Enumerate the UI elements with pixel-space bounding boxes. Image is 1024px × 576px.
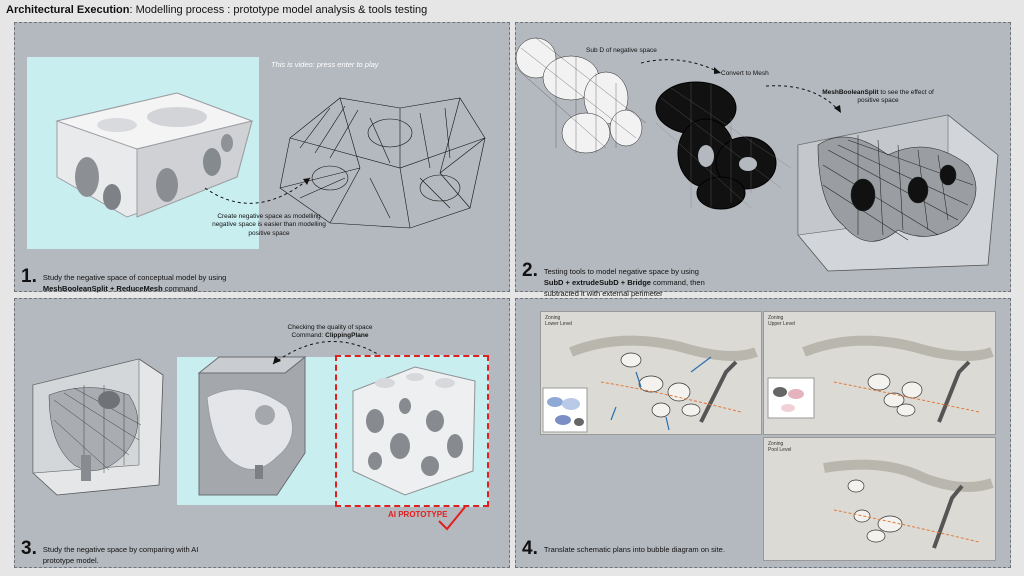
page-title: Architectural Execution: Modelling process : prototype model analysis & tools testing [6, 4, 428, 16]
split-box-render [788, 115, 1003, 273]
step-number: 1. [21, 266, 37, 287]
step-number: 2. [522, 260, 538, 281]
upper-level-diagram [764, 312, 995, 434]
caption-3: 3. Study the negative space by comparing with AI prototype model. [21, 538, 199, 565]
zoning-map-lower: Zoning Lower Level [540, 311, 762, 435]
panel-subd-testing [515, 22, 1011, 298]
zoning-map-upper: Zoning Upper Level [763, 311, 996, 435]
label-convert-mesh: Convert to Mesh [721, 70, 769, 77]
ai-prototype-render [345, 361, 481, 499]
checkmark-icon [435, 505, 469, 533]
panel-bubble-diagram [515, 298, 1011, 568]
clipping-check-note: Checking the quality of space Command: ClippingPlane [287, 324, 373, 340]
caption-4: 4. Translate schematic plans into bubble diagram on site. [522, 538, 725, 559]
clipping-box-wireframe [29, 355, 167, 497]
video-note[interactable]: This is video: press enter to play [271, 60, 379, 69]
panel-ai-comparison [14, 298, 510, 568]
step-number: 3. [21, 538, 37, 559]
panel-mesh-boolean-study [14, 22, 510, 292]
zoning-map-pool: Zoning Pool Level [763, 437, 996, 561]
label-subd: Sub D of negative space [586, 47, 657, 54]
lower-level-diagram [541, 312, 761, 434]
clipped-model-render [177, 357, 337, 505]
annotation-negative-space: Create negative space as modelling negative space is easier than modelling positive space [212, 213, 326, 237]
caption-2: 2. Testing tools to model negative space by using SubD + extrudeSubD + Bridge command, then subtracted it with external perimeter [522, 260, 705, 298]
label-mesh-boolean-split: MeshBooleanSplit to see the effect of positive space [822, 89, 934, 105]
caption-1: 1. Study the negative space of conceptual model by using MeshBooleanSplit + ReduceMesh command [21, 266, 227, 293]
ai-prototype-label: AI PROTOTYPE [388, 510, 448, 519]
pool-level-diagram [764, 438, 995, 560]
step-number: 4. [522, 538, 538, 559]
